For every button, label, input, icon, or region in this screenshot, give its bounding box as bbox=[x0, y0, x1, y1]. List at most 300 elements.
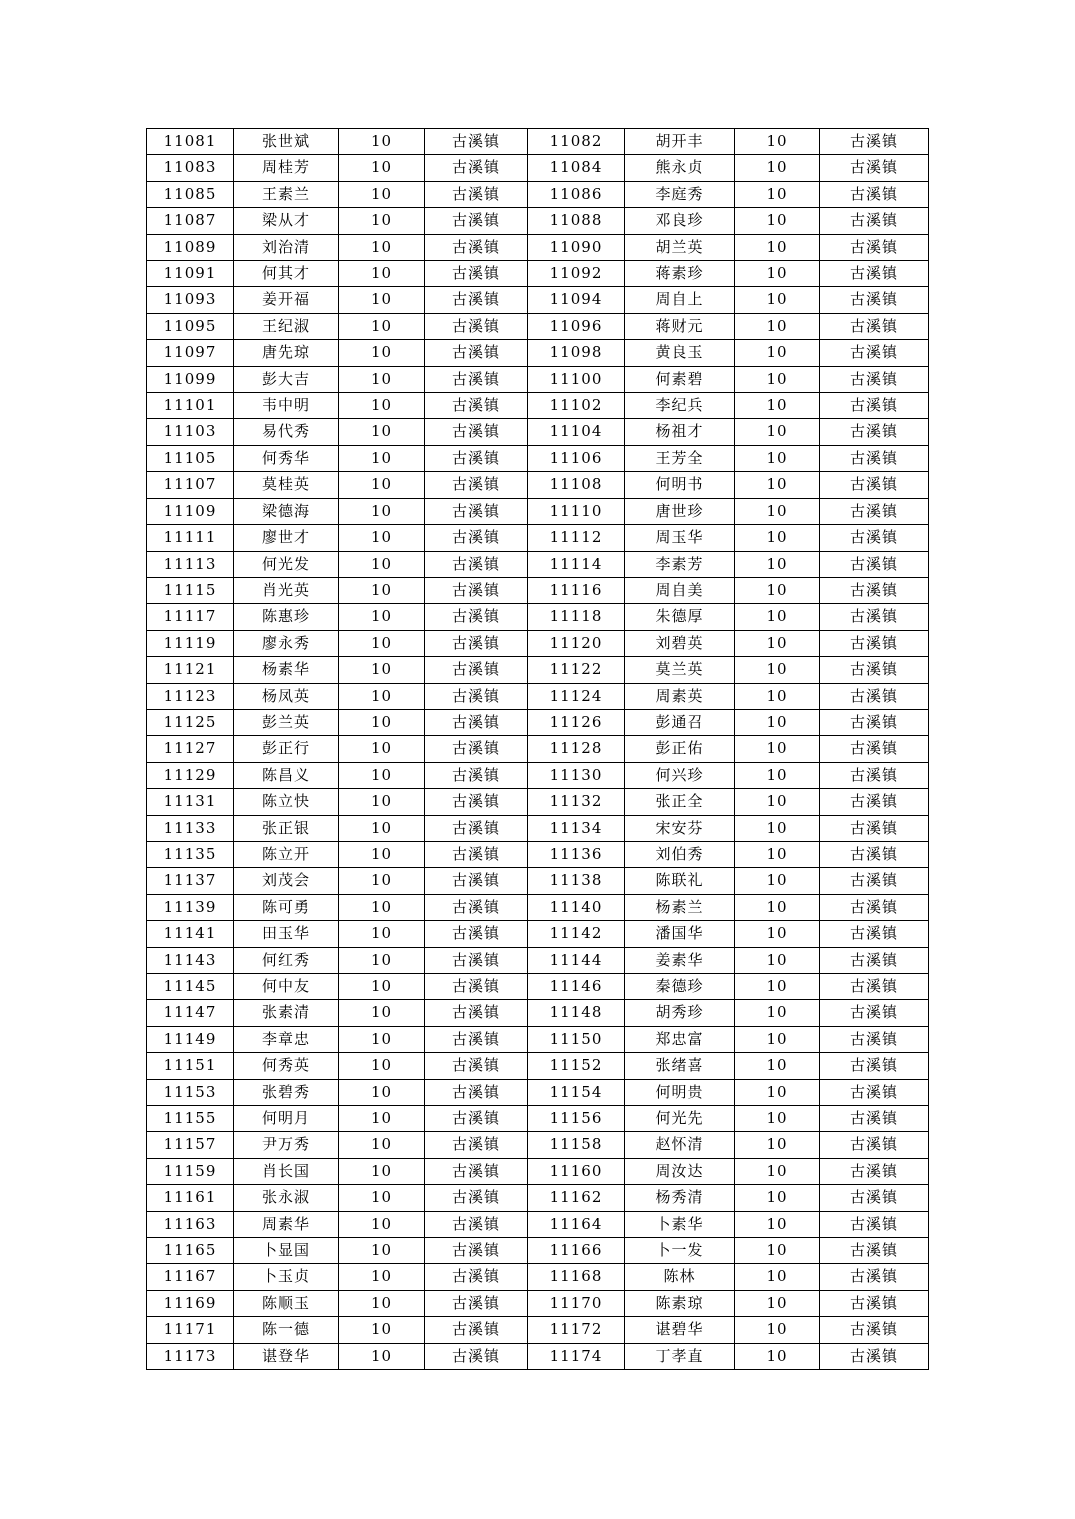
name-cell-right: 郑忠富 bbox=[625, 1026, 735, 1052]
serial-cell-left: 11119 bbox=[147, 630, 234, 656]
table-row bbox=[147, 1211, 929, 1237]
amount-cell-right: 10 bbox=[735, 974, 820, 1000]
amount-cell-left: 10 bbox=[339, 604, 425, 630]
name-cell-right: 蒋财元 bbox=[625, 313, 735, 339]
table-row bbox=[147, 1132, 929, 1158]
table-row bbox=[147, 1264, 929, 1290]
name-cell-left: 尹万秀 bbox=[234, 1132, 339, 1158]
amount-cell-right: 10 bbox=[735, 657, 820, 683]
serial-cell-right: 11158 bbox=[528, 1132, 625, 1158]
amount-cell-left: 10 bbox=[339, 1238, 425, 1264]
town-cell-left: 古溪镇 bbox=[425, 1343, 528, 1369]
table-row bbox=[147, 815, 929, 841]
amount-cell-left: 10 bbox=[339, 1211, 425, 1237]
serial-cell-left: 11083 bbox=[147, 155, 234, 181]
town-cell-left: 古溪镇 bbox=[425, 630, 528, 656]
amount-cell-right: 10 bbox=[735, 1158, 820, 1184]
name-cell-left: 易代秀 bbox=[234, 419, 339, 445]
town-cell-right: 古溪镇 bbox=[820, 155, 929, 181]
name-cell-left: 杨凤英 bbox=[234, 683, 339, 709]
serial-cell-left: 11105 bbox=[147, 445, 234, 471]
serial-cell-right: 11094 bbox=[528, 287, 625, 313]
town-cell-right: 古溪镇 bbox=[820, 472, 929, 498]
name-cell-left: 陈可勇 bbox=[234, 894, 339, 920]
town-cell-right: 古溪镇 bbox=[820, 657, 929, 683]
name-cell-right: 陈联礼 bbox=[625, 868, 735, 894]
serial-cell-right: 11100 bbox=[528, 366, 625, 392]
table-row bbox=[147, 208, 929, 234]
serial-cell-left: 11171 bbox=[147, 1317, 234, 1343]
name-cell-right: 陈素琼 bbox=[625, 1290, 735, 1316]
serial-cell-right: 11108 bbox=[528, 472, 625, 498]
serial-cell-left: 11095 bbox=[147, 313, 234, 339]
town-cell-right: 古溪镇 bbox=[820, 577, 929, 603]
name-cell-left: 刘治清 bbox=[234, 234, 339, 260]
table-row bbox=[147, 921, 929, 947]
amount-cell-right: 10 bbox=[735, 208, 820, 234]
name-cell-right: 胡秀珍 bbox=[625, 1000, 735, 1026]
amount-cell-right: 10 bbox=[735, 1026, 820, 1052]
roster-table-body bbox=[147, 129, 929, 1370]
name-cell-right: 周素英 bbox=[625, 683, 735, 709]
name-cell-left: 何其才 bbox=[234, 261, 339, 287]
town-cell-right: 古溪镇 bbox=[820, 340, 929, 366]
town-cell-left: 古溪镇 bbox=[425, 1185, 528, 1211]
town-cell-left: 古溪镇 bbox=[425, 815, 528, 841]
amount-cell-left: 10 bbox=[339, 261, 425, 287]
amount-cell-right: 10 bbox=[735, 234, 820, 260]
serial-cell-right: 11092 bbox=[528, 261, 625, 287]
amount-cell-left: 10 bbox=[339, 525, 425, 551]
serial-cell-right: 11168 bbox=[528, 1264, 625, 1290]
serial-cell-left: 11107 bbox=[147, 472, 234, 498]
amount-cell-right: 10 bbox=[735, 472, 820, 498]
serial-cell-right: 11162 bbox=[528, 1185, 625, 1211]
amount-cell-left: 10 bbox=[339, 234, 425, 260]
name-cell-left: 唐先琼 bbox=[234, 340, 339, 366]
table-row bbox=[147, 234, 929, 260]
name-cell-left: 王素兰 bbox=[234, 181, 339, 207]
table-row bbox=[147, 340, 929, 366]
serial-cell-left: 11173 bbox=[147, 1343, 234, 1369]
amount-cell-right: 10 bbox=[735, 1343, 820, 1369]
amount-cell-right: 10 bbox=[735, 683, 820, 709]
serial-cell-left: 11151 bbox=[147, 1053, 234, 1079]
table-row bbox=[147, 1185, 929, 1211]
town-cell-right: 古溪镇 bbox=[820, 208, 929, 234]
name-cell-right: 丁孝直 bbox=[625, 1343, 735, 1369]
serial-cell-right: 11174 bbox=[528, 1343, 625, 1369]
table-row bbox=[147, 683, 929, 709]
town-cell-right: 古溪镇 bbox=[820, 709, 929, 735]
name-cell-left: 彭正行 bbox=[234, 736, 339, 762]
amount-cell-right: 10 bbox=[735, 1053, 820, 1079]
amount-cell-right: 10 bbox=[735, 340, 820, 366]
table-row bbox=[147, 974, 929, 1000]
name-cell-left: 韦中明 bbox=[234, 393, 339, 419]
serial-cell-left: 11145 bbox=[147, 974, 234, 1000]
town-cell-left: 古溪镇 bbox=[425, 313, 528, 339]
town-cell-left: 古溪镇 bbox=[425, 577, 528, 603]
name-cell-right: 周自美 bbox=[625, 577, 735, 603]
amount-cell-left: 10 bbox=[339, 1079, 425, 1105]
town-cell-right: 古溪镇 bbox=[820, 894, 929, 920]
amount-cell-right: 10 bbox=[735, 630, 820, 656]
serial-cell-left: 11157 bbox=[147, 1132, 234, 1158]
serial-cell-right: 11172 bbox=[528, 1317, 625, 1343]
amount-cell-right: 10 bbox=[735, 709, 820, 735]
name-cell-right: 潘国华 bbox=[625, 921, 735, 947]
town-cell-right: 古溪镇 bbox=[820, 234, 929, 260]
serial-cell-right: 11160 bbox=[528, 1158, 625, 1184]
town-cell-left: 古溪镇 bbox=[425, 525, 528, 551]
serial-cell-left: 11099 bbox=[147, 366, 234, 392]
serial-cell-right: 11082 bbox=[528, 129, 625, 155]
town-cell-left: 古溪镇 bbox=[425, 1132, 528, 1158]
amount-cell-right: 10 bbox=[735, 498, 820, 524]
serial-cell-left: 11169 bbox=[147, 1290, 234, 1316]
name-cell-right: 李纪兵 bbox=[625, 393, 735, 419]
amount-cell-left: 10 bbox=[339, 789, 425, 815]
town-cell-right: 古溪镇 bbox=[820, 1238, 929, 1264]
town-cell-right: 古溪镇 bbox=[820, 1106, 929, 1132]
town-cell-right: 古溪镇 bbox=[820, 1000, 929, 1026]
town-cell-left: 古溪镇 bbox=[425, 287, 528, 313]
table-row bbox=[147, 445, 929, 471]
amount-cell-right: 10 bbox=[735, 841, 820, 867]
serial-cell-left: 11131 bbox=[147, 789, 234, 815]
serial-cell-right: 11084 bbox=[528, 155, 625, 181]
amount-cell-right: 10 bbox=[735, 155, 820, 181]
amount-cell-right: 10 bbox=[735, 577, 820, 603]
town-cell-right: 古溪镇 bbox=[820, 1211, 929, 1237]
serial-cell-left: 11085 bbox=[147, 181, 234, 207]
name-cell-right: 邓良珍 bbox=[625, 208, 735, 234]
amount-cell-left: 10 bbox=[339, 762, 425, 788]
name-cell-left: 刘茂会 bbox=[234, 868, 339, 894]
town-cell-right: 古溪镇 bbox=[820, 762, 929, 788]
serial-cell-left: 11135 bbox=[147, 841, 234, 867]
amount-cell-right: 10 bbox=[735, 525, 820, 551]
table-row bbox=[147, 366, 929, 392]
amount-cell-right: 10 bbox=[735, 1106, 820, 1132]
amount-cell-right: 10 bbox=[735, 1317, 820, 1343]
town-cell-left: 古溪镇 bbox=[425, 1026, 528, 1052]
table-row bbox=[147, 1158, 929, 1184]
amount-cell-left: 10 bbox=[339, 1106, 425, 1132]
serial-cell-left: 11121 bbox=[147, 657, 234, 683]
name-cell-left: 杨素华 bbox=[234, 657, 339, 683]
name-cell-right: 何光先 bbox=[625, 1106, 735, 1132]
amount-cell-left: 10 bbox=[339, 1053, 425, 1079]
town-cell-left: 古溪镇 bbox=[425, 129, 528, 155]
town-cell-right: 古溪镇 bbox=[820, 419, 929, 445]
town-cell-right: 古溪镇 bbox=[820, 630, 929, 656]
table-row bbox=[147, 551, 929, 577]
amount-cell-left: 10 bbox=[339, 1158, 425, 1184]
serial-cell-right: 11140 bbox=[528, 894, 625, 920]
table-row bbox=[147, 762, 929, 788]
serial-cell-right: 11106 bbox=[528, 445, 625, 471]
table-row bbox=[147, 736, 929, 762]
town-cell-left: 古溪镇 bbox=[425, 1211, 528, 1237]
serial-cell-left: 11117 bbox=[147, 604, 234, 630]
name-cell-left: 何中友 bbox=[234, 974, 339, 1000]
town-cell-left: 古溪镇 bbox=[425, 393, 528, 419]
amount-cell-right: 10 bbox=[735, 261, 820, 287]
serial-cell-right: 11136 bbox=[528, 841, 625, 867]
serial-cell-left: 11147 bbox=[147, 1000, 234, 1026]
amount-cell-right: 10 bbox=[735, 1238, 820, 1264]
name-cell-left: 何光发 bbox=[234, 551, 339, 577]
name-cell-left: 姜开福 bbox=[234, 287, 339, 313]
name-cell-left: 何秀英 bbox=[234, 1053, 339, 1079]
amount-cell-left: 10 bbox=[339, 472, 425, 498]
town-cell-left: 古溪镇 bbox=[425, 921, 528, 947]
name-cell-left: 陈惠珍 bbox=[234, 604, 339, 630]
town-cell-left: 古溪镇 bbox=[425, 498, 528, 524]
serial-cell-right: 11114 bbox=[528, 551, 625, 577]
town-cell-left: 古溪镇 bbox=[425, 234, 528, 260]
name-cell-left: 彭兰英 bbox=[234, 709, 339, 735]
table-row bbox=[147, 1343, 929, 1369]
town-cell-left: 古溪镇 bbox=[425, 657, 528, 683]
serial-cell-right: 11146 bbox=[528, 974, 625, 1000]
amount-cell-left: 10 bbox=[339, 815, 425, 841]
name-cell-right: 蒋素珍 bbox=[625, 261, 735, 287]
serial-cell-right: 11132 bbox=[528, 789, 625, 815]
serial-cell-right: 11128 bbox=[528, 736, 625, 762]
name-cell-left: 肖长国 bbox=[234, 1158, 339, 1184]
town-cell-right: 古溪镇 bbox=[820, 868, 929, 894]
town-cell-right: 古溪镇 bbox=[820, 815, 929, 841]
town-cell-left: 古溪镇 bbox=[425, 1238, 528, 1264]
town-cell-left: 古溪镇 bbox=[425, 841, 528, 867]
town-cell-left: 古溪镇 bbox=[425, 1106, 528, 1132]
amount-cell-left: 10 bbox=[339, 129, 425, 155]
amount-cell-right: 10 bbox=[735, 1211, 820, 1237]
serial-cell-right: 11156 bbox=[528, 1106, 625, 1132]
name-cell-right: 刘碧英 bbox=[625, 630, 735, 656]
amount-cell-left: 10 bbox=[339, 419, 425, 445]
serial-cell-left: 11165 bbox=[147, 1238, 234, 1264]
serial-cell-left: 11089 bbox=[147, 234, 234, 260]
serial-cell-right: 11138 bbox=[528, 868, 625, 894]
town-cell-right: 古溪镇 bbox=[820, 181, 929, 207]
table-row bbox=[147, 789, 929, 815]
amount-cell-right: 10 bbox=[735, 287, 820, 313]
town-cell-left: 古溪镇 bbox=[425, 868, 528, 894]
serial-cell-left: 11139 bbox=[147, 894, 234, 920]
name-cell-left: 莫桂英 bbox=[234, 472, 339, 498]
amount-cell-right: 10 bbox=[735, 129, 820, 155]
table-row bbox=[147, 155, 929, 181]
town-cell-left: 古溪镇 bbox=[425, 683, 528, 709]
name-cell-left: 何秀华 bbox=[234, 445, 339, 471]
town-cell-left: 古溪镇 bbox=[425, 762, 528, 788]
name-cell-right: 杨秀清 bbox=[625, 1185, 735, 1211]
town-cell-right: 古溪镇 bbox=[820, 445, 929, 471]
town-cell-left: 古溪镇 bbox=[425, 1079, 528, 1105]
amount-cell-right: 10 bbox=[735, 551, 820, 577]
table-row bbox=[147, 1026, 929, 1052]
name-cell-right: 张绪喜 bbox=[625, 1053, 735, 1079]
serial-cell-left: 11133 bbox=[147, 815, 234, 841]
name-cell-right: 陈林 bbox=[625, 1264, 735, 1290]
town-cell-right: 古溪镇 bbox=[820, 313, 929, 339]
amount-cell-right: 10 bbox=[735, 789, 820, 815]
town-cell-right: 古溪镇 bbox=[820, 261, 929, 287]
town-cell-left: 古溪镇 bbox=[425, 155, 528, 181]
name-cell-right: 熊永贞 bbox=[625, 155, 735, 181]
table-row bbox=[147, 868, 929, 894]
amount-cell-left: 10 bbox=[339, 1132, 425, 1158]
serial-cell-left: 11093 bbox=[147, 287, 234, 313]
serial-cell-right: 11116 bbox=[528, 577, 625, 603]
name-cell-left: 陈昌义 bbox=[234, 762, 339, 788]
serial-cell-left: 11087 bbox=[147, 208, 234, 234]
amount-cell-right: 10 bbox=[735, 868, 820, 894]
table-row bbox=[147, 1238, 929, 1264]
name-cell-left: 廖世才 bbox=[234, 525, 339, 551]
name-cell-right: 刘伯秀 bbox=[625, 841, 735, 867]
serial-cell-left: 11097 bbox=[147, 340, 234, 366]
name-cell-right: 朱德厚 bbox=[625, 604, 735, 630]
name-cell-left: 周素华 bbox=[234, 1211, 339, 1237]
table-row bbox=[147, 577, 929, 603]
town-cell-right: 古溪镇 bbox=[820, 736, 929, 762]
town-cell-left: 古溪镇 bbox=[425, 366, 528, 392]
table-row bbox=[147, 1000, 929, 1026]
name-cell-right: 杨素兰 bbox=[625, 894, 735, 920]
town-cell-right: 古溪镇 bbox=[820, 1079, 929, 1105]
town-cell-left: 古溪镇 bbox=[425, 445, 528, 471]
town-cell-left: 古溪镇 bbox=[425, 1000, 528, 1026]
town-cell-left: 古溪镇 bbox=[425, 604, 528, 630]
name-cell-right: 周自上 bbox=[625, 287, 735, 313]
town-cell-left: 古溪镇 bbox=[425, 472, 528, 498]
town-cell-left: 古溪镇 bbox=[425, 1264, 528, 1290]
name-cell-left: 张素清 bbox=[234, 1000, 339, 1026]
name-cell-right: 何素碧 bbox=[625, 366, 735, 392]
amount-cell-right: 10 bbox=[735, 419, 820, 445]
serial-cell-right: 11154 bbox=[528, 1079, 625, 1105]
table-row bbox=[147, 841, 929, 867]
table-row bbox=[147, 261, 929, 287]
table-row bbox=[147, 287, 929, 313]
name-cell-right: 周汝达 bbox=[625, 1158, 735, 1184]
name-cell-left: 张永淑 bbox=[234, 1185, 339, 1211]
name-cell-right: 李庭秀 bbox=[625, 181, 735, 207]
town-cell-left: 古溪镇 bbox=[425, 340, 528, 366]
town-cell-right: 古溪镇 bbox=[820, 841, 929, 867]
serial-cell-right: 11166 bbox=[528, 1238, 625, 1264]
name-cell-left: 梁从才 bbox=[234, 208, 339, 234]
amount-cell-left: 10 bbox=[339, 736, 425, 762]
name-cell-left: 何明月 bbox=[234, 1106, 339, 1132]
town-cell-left: 古溪镇 bbox=[425, 736, 528, 762]
name-cell-right: 何明书 bbox=[625, 472, 735, 498]
amount-cell-left: 10 bbox=[339, 313, 425, 339]
serial-cell-left: 11123 bbox=[147, 683, 234, 709]
amount-cell-left: 10 bbox=[339, 1343, 425, 1369]
serial-cell-left: 11161 bbox=[147, 1185, 234, 1211]
amount-cell-left: 10 bbox=[339, 841, 425, 867]
town-cell-right: 古溪镇 bbox=[820, 921, 929, 947]
table-row bbox=[147, 393, 929, 419]
amount-cell-left: 10 bbox=[339, 1185, 425, 1211]
town-cell-right: 古溪镇 bbox=[820, 129, 929, 155]
name-cell-right: 姜素华 bbox=[625, 947, 735, 973]
amount-cell-left: 10 bbox=[339, 181, 425, 207]
town-cell-left: 古溪镇 bbox=[425, 261, 528, 287]
amount-cell-right: 10 bbox=[735, 1290, 820, 1316]
name-cell-left: 陈立快 bbox=[234, 789, 339, 815]
town-cell-right: 古溪镇 bbox=[820, 498, 929, 524]
name-cell-left: 王纪淑 bbox=[234, 313, 339, 339]
serial-cell-right: 11142 bbox=[528, 921, 625, 947]
name-cell-right: 何兴珍 bbox=[625, 762, 735, 788]
table-row bbox=[147, 894, 929, 920]
name-cell-left: 张世斌 bbox=[234, 129, 339, 155]
serial-cell-left: 11149 bbox=[147, 1026, 234, 1052]
town-cell-left: 古溪镇 bbox=[425, 551, 528, 577]
town-cell-left: 古溪镇 bbox=[425, 894, 528, 920]
amount-cell-right: 10 bbox=[735, 1000, 820, 1026]
town-cell-right: 古溪镇 bbox=[820, 604, 929, 630]
table-row bbox=[147, 1106, 929, 1132]
name-cell-left: 陈立开 bbox=[234, 841, 339, 867]
town-cell-left: 古溪镇 bbox=[425, 1158, 528, 1184]
town-cell-left: 古溪镇 bbox=[425, 709, 528, 735]
town-cell-right: 古溪镇 bbox=[820, 1026, 929, 1052]
amount-cell-left: 10 bbox=[339, 894, 425, 920]
serial-cell-right: 11102 bbox=[528, 393, 625, 419]
amount-cell-left: 10 bbox=[339, 287, 425, 313]
name-cell-left: 廖永秀 bbox=[234, 630, 339, 656]
serial-cell-left: 11143 bbox=[147, 947, 234, 973]
amount-cell-right: 10 bbox=[735, 1132, 820, 1158]
amount-cell-left: 10 bbox=[339, 208, 425, 234]
amount-cell-left: 10 bbox=[339, 630, 425, 656]
town-cell-left: 古溪镇 bbox=[425, 974, 528, 1000]
table-row bbox=[147, 498, 929, 524]
town-cell-left: 古溪镇 bbox=[425, 208, 528, 234]
amount-cell-left: 10 bbox=[339, 868, 425, 894]
amount-cell-left: 10 bbox=[339, 709, 425, 735]
serial-cell-right: 11170 bbox=[528, 1290, 625, 1316]
amount-cell-left: 10 bbox=[339, 1000, 425, 1026]
serial-cell-left: 11125 bbox=[147, 709, 234, 735]
name-cell-right: 黄良玉 bbox=[625, 340, 735, 366]
town-cell-left: 古溪镇 bbox=[425, 1290, 528, 1316]
name-cell-left: 陈顺玉 bbox=[234, 1290, 339, 1316]
serial-cell-right: 11112 bbox=[528, 525, 625, 551]
amount-cell-left: 10 bbox=[339, 683, 425, 709]
town-cell-right: 古溪镇 bbox=[820, 1158, 929, 1184]
amount-cell-right: 10 bbox=[735, 604, 820, 630]
name-cell-left: 谌登华 bbox=[234, 1343, 339, 1369]
amount-cell-left: 10 bbox=[339, 340, 425, 366]
serial-cell-right: 11134 bbox=[528, 815, 625, 841]
town-cell-right: 古溪镇 bbox=[820, 1343, 929, 1369]
serial-cell-right: 11126 bbox=[528, 709, 625, 735]
serial-cell-right: 11110 bbox=[528, 498, 625, 524]
town-cell-right: 古溪镇 bbox=[820, 366, 929, 392]
serial-cell-left: 11155 bbox=[147, 1106, 234, 1132]
name-cell-right: 莫兰英 bbox=[625, 657, 735, 683]
name-cell-left: 李章忠 bbox=[234, 1026, 339, 1052]
